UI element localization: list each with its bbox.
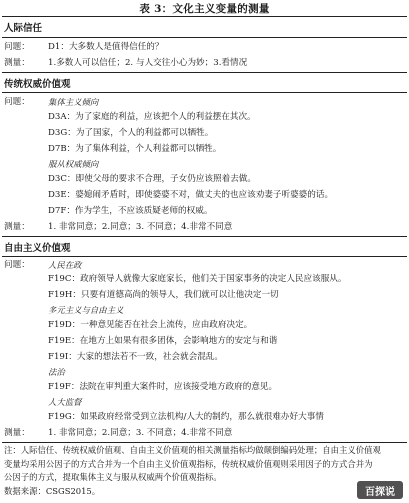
measure-label: 测量： [4,428,30,438]
category-authority: 服从权威倾向 [48,159,99,169]
item-d3c: D3C：即使父母的要求不合理，子女仍应该照着去做。 [48,174,256,184]
section-rule [2,72,407,73]
top-rule [2,16,407,17]
table-notes [4,444,404,498]
measure-label: 测量： [4,222,30,232]
note-line: 注：人际信任、传统权威价值观、自由主义价值观的相关测量指标均做颠倒编码处理；自由主义价值观 [4,445,381,455]
section-rule [2,236,407,237]
category-pluralism: 多元主义与自由主义 [48,305,124,315]
note-line: 公因子的方式，提取集体主义与服从权威两个价值观指标。 [4,472,222,482]
item-f19h: F19H：只要有道德高尚的领导人，我们就可以让他决定一切 [48,290,279,300]
category-collectivism: 集体主义倾向 [48,97,99,107]
section-rule [2,92,407,93]
section-heading-trust: 人际信任 [4,23,43,34]
watermark-logo: 百探说 [357,481,403,499]
item-f19i: F19I：大家的想法若不一致，社会就会混乱。 [48,352,223,362]
item-f19c: F19C：政府领导人就像大家庭家长，他们关于国家事务的决定人民应该服从。 [48,274,347,284]
item-d3g: D3G：为了国家，个人的利益都可以牺牲。 [48,128,214,138]
item-f19d: F19D：一种意见能否在社会上流传，应由政府决定。 [48,320,253,330]
question-label: 问题： [4,97,30,107]
measure-trust: 1.多数人可以信任；2. 与人交往小心为妙；3.看情况 [48,58,248,68]
item-d7f: D7F：作为学生，不应该质疑老师的权威。 [48,206,213,216]
measure-label: 测量： [4,58,30,68]
measure-liberal: 1. 非常同意；2.同意；3. 不同意；4.非常不同意 [48,428,233,438]
category-rule-of-law: 法治 [48,367,65,377]
question-label: 问题： [4,260,30,270]
item-f19g: F19G：如果政府经常受到立法机构/人大的制约，那么就很难办好大事情 [48,412,324,422]
item-d3a: D3A：为了家庭的利益，应该把个人的利益摆在其次。 [48,112,256,122]
measure-traditional: 1. 非常同意；2.同意；3. 不同意；4.非常不同意 [48,222,233,232]
note-line: 变量均采用公因子的方式合并为一个自由主义价值观指标，传统权威价值观则采用因子的方式合并为 [4,458,373,469]
section-heading-liberal: 自由主义价值观 [4,243,71,254]
question-label: 问题： [4,42,30,52]
source-line: 数据来源：CSGS2015。 [4,485,101,496]
item-d1: D1：大多数人是值得信任的？ [48,42,164,52]
section-heading-traditional: 传统权威价值观 [4,79,71,90]
section-rule [2,256,407,257]
item-f19f: F19F：法院在审判重大案件时，应该接受地方政府的意见。 [48,382,278,392]
category-people: 人民在政 [48,260,82,270]
item-f19e: F19E：在地方上如果有很多团体，会影响地方的安定与和谐 [48,336,278,346]
section-rule [2,37,407,38]
category-npc-oversight: 人大监督 [48,397,82,407]
item-d7b: D7B：为了集体利益，个人利益都可以牺牲。 [48,144,222,154]
item-d3e: D3E：婆媳闹矛盾时，即使婆婆不对，做丈夫的也应该劝妻子听婆婆的话。 [48,190,334,200]
table-title: 表 3：文化主义变量的测量 [139,3,270,15]
